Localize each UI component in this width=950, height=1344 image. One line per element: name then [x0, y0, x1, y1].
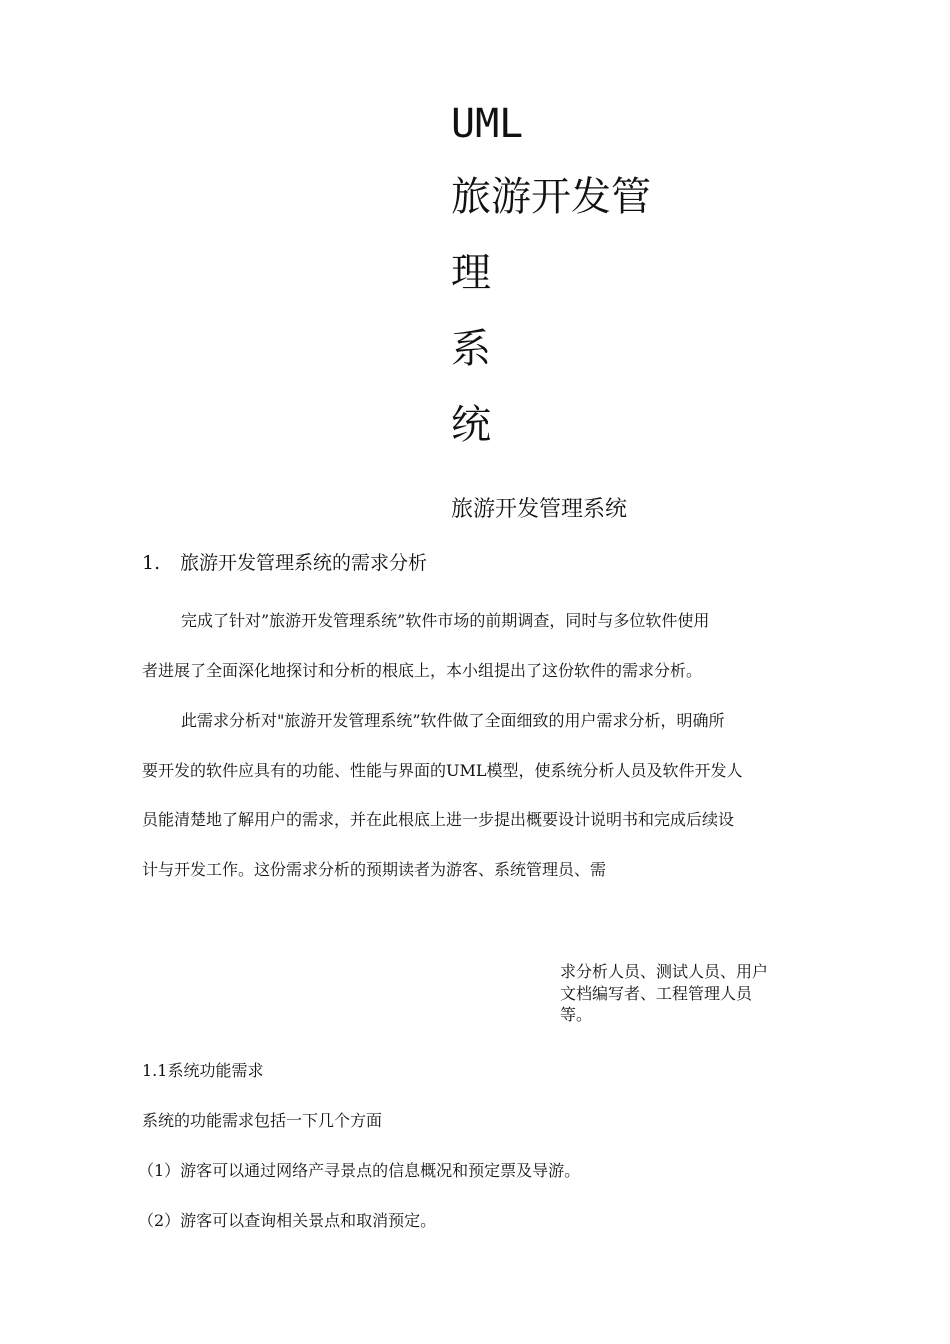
paragraph-2-line-3: 员能清楚地了解用户的需求，并在此根底上进一步提出概要设计说明书和完成后续设 [142, 810, 735, 829]
cover-title-line-1: UML [451, 101, 524, 147]
paragraph-1-line-2: 者进展了全面深化地探讨和分析的根底上，本小组提出了这份软件的需求分析。 [142, 661, 703, 680]
paragraph-2-line-2: 要开发的软件应具有的功能、性能与界面的UML模型，使系统分析人员及软件开发人 [142, 761, 743, 780]
section-1-heading [142, 548, 427, 575]
cover-title-line-3: 理 [451, 250, 491, 296]
side-note-line-1: 求分析人员、测试人员、用户 [560, 962, 769, 981]
requirement-item-1: （1）游客可以通过网络产寻景点的信息概况和预定票及导游。 [138, 1161, 581, 1180]
paragraph-2-line-4: 计与开发工作。这份需求分析的预期读者为游客、系统管理员、需 [142, 860, 607, 879]
section-1-1-heading: 1.1系统功能需求 [142, 1061, 264, 1080]
section-1-number: 1. [142, 552, 161, 574]
cover-title-line-2: 旅游开发管 [451, 174, 651, 220]
cover-title-line-4: 系 [451, 326, 491, 372]
section-1-title: 旅游开发管理系统的需求分析 [180, 552, 428, 574]
paragraph-2-line-1: 此需求分析对"旅游开发管理系统”软件做了全面细致的用户需求分析，明确所 [181, 711, 725, 730]
cover-title-line-5: 统 [451, 402, 491, 448]
section-1-1-intro: 系统的功能需求包括一下几个方面 [142, 1111, 383, 1130]
requirement-item-2: （2）游客可以查询相关景点和取消预定。 [138, 1211, 437, 1230]
side-note-line-3: 等。 [560, 1005, 593, 1024]
cover-subtitle: 旅游开发管理系统 [451, 497, 628, 522]
side-note-line-2: 文档编写者、工程管理人员 [560, 984, 753, 1003]
paragraph-1-line-1: 完成了针对”旅游开发管理系统”软件市场的前期调查，同时与多位软件使用 [181, 611, 710, 630]
